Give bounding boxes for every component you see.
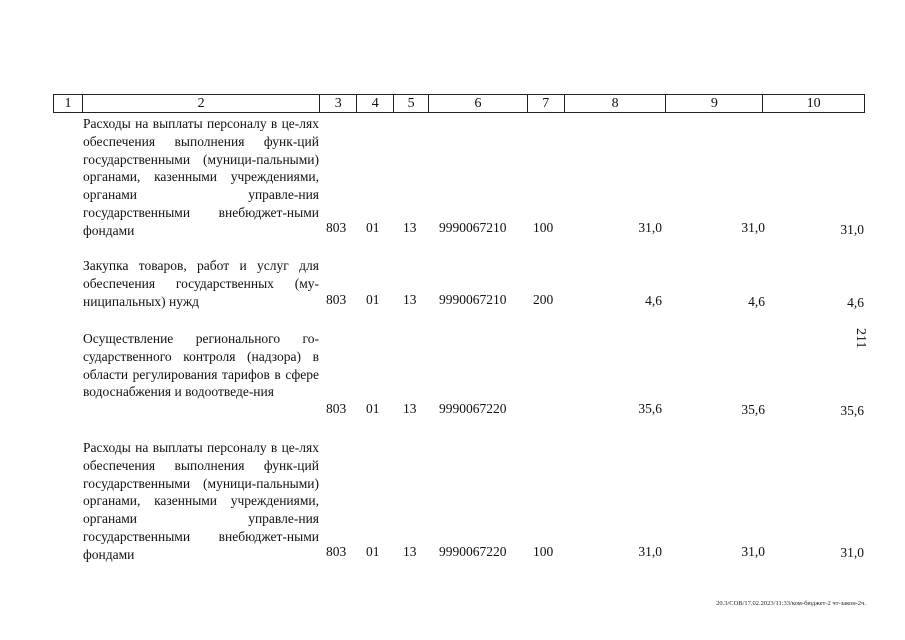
cell-c7: 100 <box>533 544 554 559</box>
cell-c9: 31,0 <box>741 544 765 559</box>
cell-c3: 803 <box>326 401 347 416</box>
header-col-7: 7 <box>528 95 565 112</box>
cell-c6: 9990067210 <box>439 292 507 307</box>
row-description: Расходы на выплаты персоналу в це-лях обеспечения выполнения функ-ций государственными (муници-пальными) органами, казенными учреждениями, органами управле-ния государственными внебюджет-ными фондами <box>83 440 319 562</box>
cell-c7: 100 <box>533 220 554 235</box>
header-col-4: 4 <box>357 95 394 112</box>
header-col-10: 10 <box>806 96 821 111</box>
cell-c10: 4,6 <box>847 295 864 310</box>
header-col-6: 6 <box>429 95 528 112</box>
cell-c5: 13 <box>403 220 417 235</box>
cell-c5: 13 <box>403 544 417 559</box>
header-col-9: 9 <box>666 95 763 112</box>
cell-c10: 35,6 <box>840 403 864 418</box>
row-description: Расходы на выплаты персоналу в це-лях обеспечения выполнения функ-ций государственными (муници-пальными) органами, казенными учреждениями, органами управле-ния государственными внебюджет-ными фондами <box>83 116 319 238</box>
cell-c6: 9990067220 <box>439 544 507 559</box>
footer-code: 20.3/СОВ/17.02.2023/11:33/ком-бюджет-2 чт-закон-2ч. <box>716 600 866 607</box>
cell-c4: 01 <box>366 220 380 235</box>
cell-c10: 31,0 <box>840 545 864 560</box>
cell-c9: 35,6 <box>741 402 765 417</box>
header-col-2: 2 <box>83 95 320 112</box>
cell-c4: 01 <box>366 292 380 307</box>
cell-c3: 803 <box>326 292 347 307</box>
cell-c9: 31,0 <box>741 220 765 235</box>
cell-c8: 31,0 <box>638 220 662 235</box>
cell-c7: 200 <box>533 292 554 307</box>
cell-c3: 803 <box>326 544 347 559</box>
cell-c3: 803 <box>326 220 347 235</box>
row-description: Осуществление регионального го-сударственного контроля (надзора) в области регулирования тарифов в сфере водоснабжения и водоотведе-ния <box>83 331 319 400</box>
row-description: Закупка товаров, работ и услуг для обеспечения государственных (му-ниципальных) нужд <box>83 258 319 309</box>
cell-c8: 35,6 <box>638 401 662 416</box>
cell-c6: 9990067220 <box>439 401 507 416</box>
cell-c10: 31,0 <box>840 222 864 237</box>
header-col-8: 8 <box>565 95 667 112</box>
cell-c5: 13 <box>403 401 417 416</box>
header-col-3: 3 <box>320 95 357 112</box>
cell-c5: 13 <box>403 292 417 307</box>
header-col-5: 5 <box>394 95 429 112</box>
header-col-1: 1 <box>54 95 83 112</box>
cell-c8: 4,6 <box>645 293 662 308</box>
cell-c6: 9990067210 <box>439 220 507 235</box>
cell-c9: 4,6 <box>748 294 765 309</box>
cell-c4: 01 <box>366 544 380 559</box>
table-header <box>53 94 865 113</box>
cell-c4: 01 <box>366 401 380 416</box>
cell-c8: 31,0 <box>638 544 662 559</box>
page-number: 211 <box>853 328 868 349</box>
